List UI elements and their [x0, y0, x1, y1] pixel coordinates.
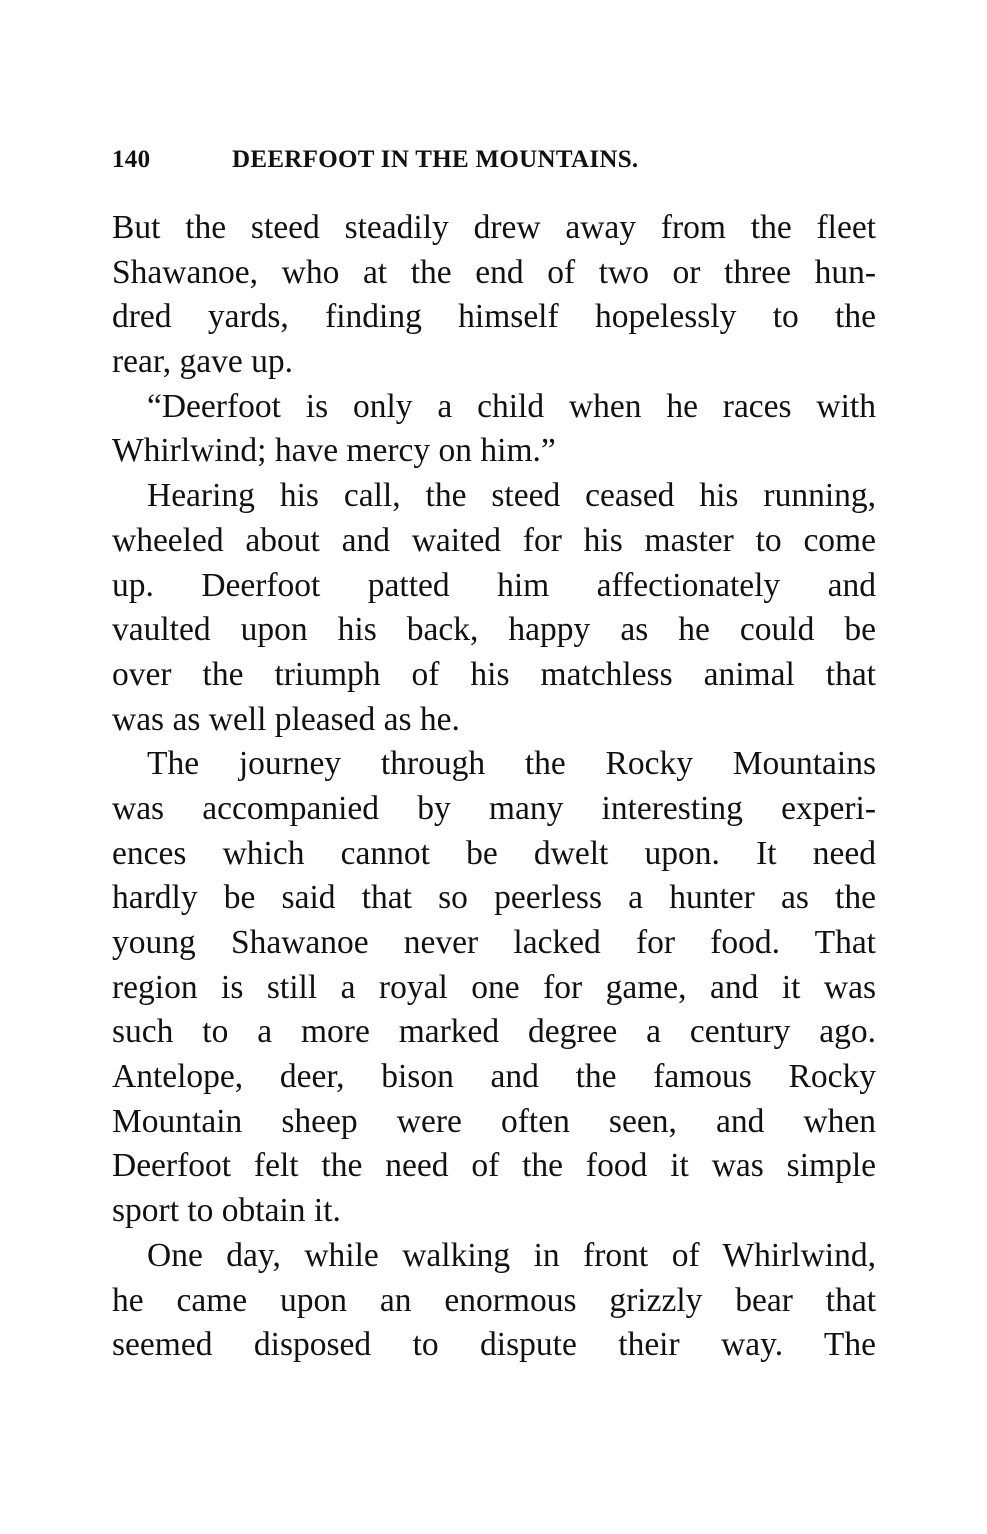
text-line: up. Deerfoot patted him affectionately and	[112, 566, 876, 604]
text-line: he came upon an enormous grizzly bear that	[112, 1281, 876, 1319]
text-line: “Deerfoot is only a child when he races with	[147, 387, 876, 425]
page-number: 140	[112, 146, 151, 173]
text-line: rear, gave up.	[112, 343, 293, 381]
text-line: vaulted upon his back, happy as he could be	[112, 611, 876, 649]
text-line: Whirlwind; have mercy on him.”	[112, 432, 556, 470]
text-line: hardly be said that so peerless a hunter as the	[112, 879, 876, 917]
text-line: The journey through the Rocky Mountains	[147, 745, 876, 783]
text-line: Shawanoe, who at the end of two or three hun-	[112, 253, 876, 291]
body-text	[112, 206, 876, 1368]
text-line: was as well pleased as he.	[112, 700, 460, 738]
text-line: Hearing his call, the steed ceased his running,	[147, 477, 876, 515]
text-line: such to a more marked degree a century ago.	[112, 1013, 876, 1051]
text-line: seemed disposed to dispute their way. The	[112, 1326, 876, 1364]
running-title: DEERFOOT IN THE MOUNTAINS.	[232, 146, 639, 173]
text-line: young Shawanoe never lacked for food. That	[112, 924, 876, 961]
text-line: region is still a royal one for game, and it was	[112, 968, 876, 1006]
text-line: Antelope, deer, bison and the famous Rocky	[112, 1058, 876, 1096]
text-line: ences which cannot be dwelt upon. It need	[112, 834, 876, 872]
running-header	[112, 146, 876, 176]
text-line: sport to obtain it.	[112, 1192, 341, 1230]
text-line: Mountain sheep were often seen, and when	[112, 1102, 876, 1140]
text-line: wheeled about and waited for his master to come	[112, 521, 876, 559]
text-line: dred yards, finding himself hopelessly to the	[112, 298, 876, 336]
text-line: But the steed steadily drew away from the fleet	[112, 209, 876, 246]
text-line: One day, while walking in front of Whirlwind,	[147, 1236, 876, 1274]
text-line: over the triumph of his matchless animal that	[112, 655, 876, 693]
text-line: was accompanied by many interesting experi-	[112, 789, 876, 827]
text-line: Deerfoot felt the need of the food it was simple	[112, 1147, 876, 1185]
